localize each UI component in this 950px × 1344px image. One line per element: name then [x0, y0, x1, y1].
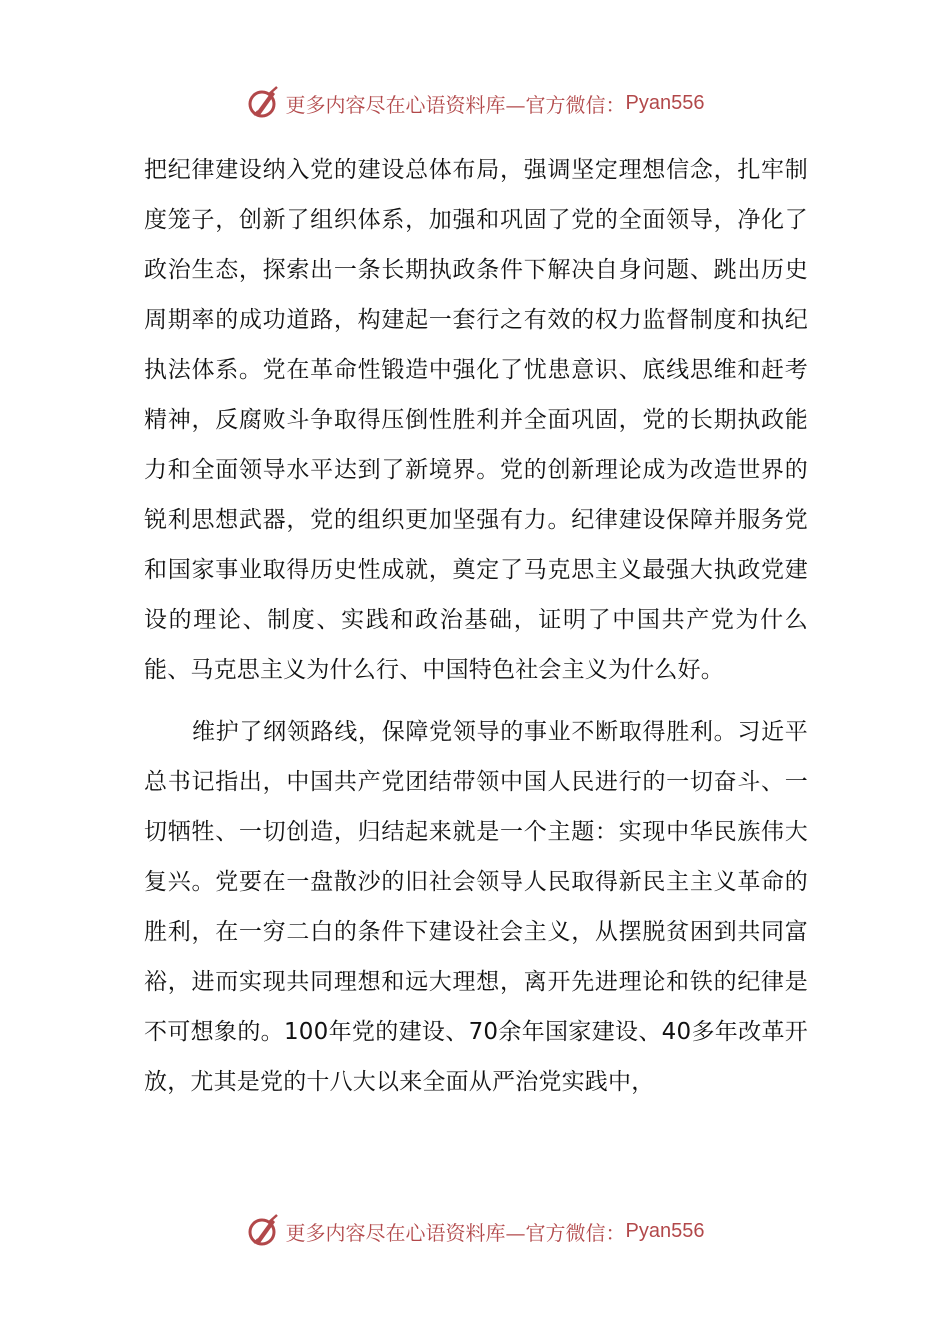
paragraph: 维护了纲领路线，保障党领导的事业不断取得胜利。习近平总书记指出，中国共产党团结带领中国人民进行的一切奋斗、一切牺牲、一切创造，归结起来就是一个主题：实现中华民族伟大复兴。党要在一盘散沙的旧社会领导人民取得新民主主义革命的胜利，在一穷二白的条件下建设社会主义，从摆脱贫困到共同富裕，进而实现共同理想和远大理想，离开先进理论和铁的纪律是不可想象的。100年党的建设、70余年国家建设、40多年改革开放，尤其是党的十八大以来全面从严治党实践中， [144, 719, 808, 1095]
header-banner [0, 80, 950, 126]
paragraph: 把纪律建设纳入党的建设总体布局，强调坚定理想信念，扎牢制度笼子，创新了组织体系，加强和巩固了党的全面领导，净化了政治生态，探索出一条长期执政条件下解决自身问题、跳出历史周期率的成功道路，构建起一套行之有效的权力监督制度和执纪执法体系。党在革命性锻造中强化了忧患意识、底线思维和赶考精神，反腐败斗争取得压倒性胜利并全面巩固，党的长期执政能力和全面领导水平达到了新境界。党的创新理论成为改造世界的锐利思想武器，党的组织更加坚强有力。纪律建设保障并服务党和国家事业取得历史性成就，奠定了马克思主义最强大执政党建设的理论、制度、实践和政治基础，证明了中国共产党为什么能、马克思主义为什么行、中国特色社会主义为什么好。 [144, 157, 808, 683]
document-body [144, 145, 808, 1107]
footer-promo-text: 更多内容尽在心语资料库—官方微信： [285, 1220, 626, 1245]
quill-pen-icon [246, 1213, 282, 1249]
header-wechat-id: Pyan556 [625, 91, 705, 114]
footer-banner [0, 1208, 950, 1254]
footer-wechat-id: Pyan556 [625, 1219, 705, 1242]
quill-pen-icon [246, 85, 282, 121]
header-promo-text: 更多内容尽在心语资料库—官方微信： [285, 92, 626, 117]
